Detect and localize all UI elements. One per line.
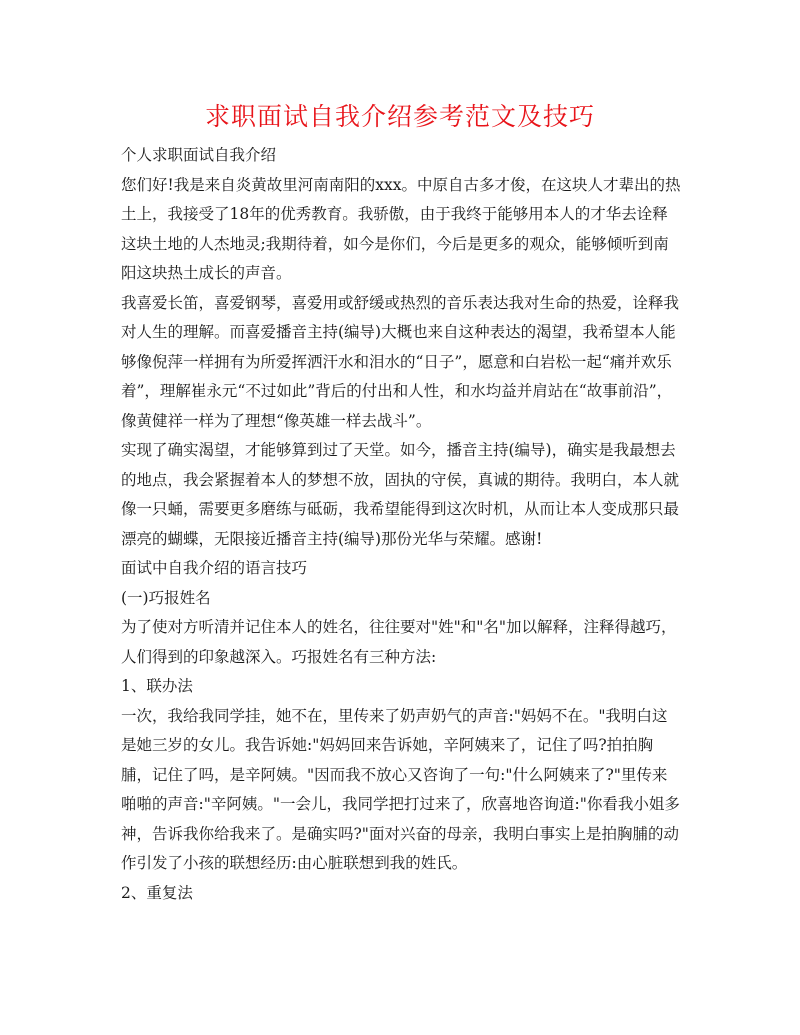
document-title: 求职面试自我介绍参考范文及技巧 <box>204 102 595 131</box>
document-body <box>121 141 681 908</box>
paragraph-name-explanation: 为了使对方听清并记住本人的姓名，往往要对"姓"和"名"加以解释，注释得越巧，人们得到的印象越深入。巧报姓名有三种方法: <box>121 618 677 666</box>
paragraph-hobbies: 我喜爱长笛，喜爱钢琴，喜爱用或舒缓或热烈的音乐表达我对生命的热爱，诠释我对人生的理解。而喜爱播音主持(编导)大概也来自这种表达的渴望，我希望本人能够像倪萍一样拥有为所爱挥洒汗水和泪水的“日子”，愿意和白岩松一起“痛并欢乐着”，理解崔永元“不过如此”背后的付出和人性，和水均益并肩站在“故事前沿”，像黄健祥一样为了理想“像英雄一样去战斗”。 <box>121 293 680 430</box>
paragraph-greeting: 您们好!我是来自炎黄故里河南南阳的xxx。中原自古多才俊，在这块人才辈出的热土上，我接受了18年的优秀教育。我骄傲，由于我终于能够用本人的才华去诠释这块土地的人杰地灵;我期待着，如今是你们，今后是更多的观众，能够倾听到南阳这块热土成长的声音。 <box>121 175 681 282</box>
paragraph-association-story: 一次，我给我同学挂，她不在，里传来了奶声奶气的声音:"妈妈不在。"我明白这是她三岁的女儿。我告诉她:"妈妈回来告诉她，辛阿姨来了，记住了吗?拍拍胸脯，记住了吗，是辛阿姨。"因而我不放心又咨询了一句:"什么阿姨来了?"里传来啪啪的声音:"辛阿姨。"一会儿，我同学把打过来了，欣喜地咨询道:"你看我小姐多神，告诉我你给我来了。是确实吗?"面对兴奋的母亲，我明白事实上是拍胸脯的动作引发了小孩的联想经历:由心脏联想到我的姓氏。 <box>121 706 680 872</box>
method-heading-association: 1、联办法 <box>121 677 193 695</box>
subheading-name-introduction: (一)巧报姓名 <box>121 588 211 607</box>
section-heading-language-skills: 面试中自我介绍的语言技巧 <box>121 559 308 577</box>
section-heading-self-intro: 个人求职面试自我介绍 <box>121 146 277 164</box>
paragraph-aspiration: 实现了确实渴望，才能够算到过了天堂。如今，播音主持(编导)，确实是我最想去的地点，我会紧握着本人的梦想不放，固执的守侯，真诚的期待。我明白，本人就像一只蛹，需要更多磨练与砥砺，我希望能得到这次时机，从而让本人变成那只最漂亮的蝴蝶，无限接近播音主持(编导)那份光华与荣耀。感谢! <box>121 441 680 548</box>
method-heading-repetition: 2、重复法 <box>121 883 193 902</box>
